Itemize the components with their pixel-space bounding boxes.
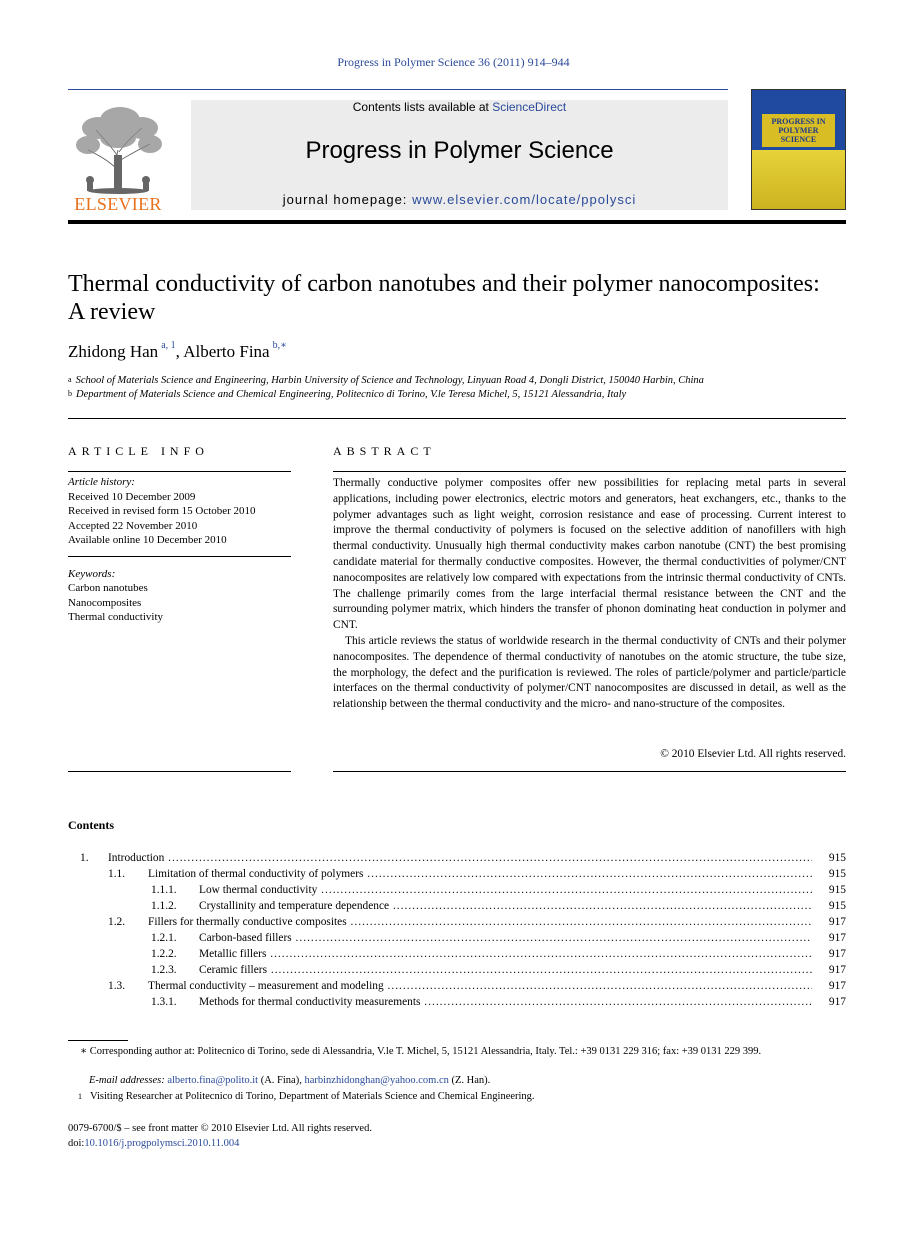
toc-page: 915	[812, 882, 846, 898]
toc-entry[interactable]	[68, 930, 846, 946]
toc-number: 1.3.	[108, 980, 126, 992]
footnote-mark: ∗	[80, 1046, 88, 1057]
toc-title: Thermal conductivity – measurement and modeling .....	[148, 978, 812, 994]
footnote-corresponding-author	[68, 1045, 846, 1060]
toc-number: 1.1.	[108, 868, 126, 880]
toc-number: 1.1.2.	[151, 900, 177, 912]
toc-page: 917	[812, 962, 846, 978]
contents-heading: Contents	[68, 818, 115, 832]
email-link-fina[interactable]: alberto.fina@polito.it	[167, 1075, 259, 1086]
toc-entry[interactable]	[68, 978, 846, 994]
history-revised: Received in revised form 15 October 2010	[68, 505, 256, 517]
email-owner: (Z. Han).	[451, 1075, 491, 1086]
toc-page: 915	[812, 850, 846, 866]
author-name[interactable]: Alberto Fina	[183, 342, 270, 361]
cover-title: PROGRESS IN POLYMER SCIENCE	[762, 114, 835, 147]
contents-availability	[191, 100, 728, 114]
toc-page: 915	[812, 866, 846, 882]
cover-band	[752, 150, 846, 210]
journal-name: Progress in Polymer Science	[305, 137, 614, 164]
toc-number: 1.2.3.	[151, 964, 177, 976]
toc-page: 917	[812, 914, 846, 930]
toc-number: 1.2.	[108, 916, 126, 928]
doi-link[interactable]: 10.1016/j.progpolymsci.2010.11.004	[84, 1137, 240, 1149]
toc-title: Ceramic fillers .....	[199, 962, 812, 978]
affiliation-mark: b	[68, 389, 72, 398]
email-link-han[interactable]: harbinzhidonghan@yahoo.com.cn	[304, 1075, 449, 1086]
toc-title: Fillers for thermally conductive composites .....	[148, 914, 812, 930]
email-label: E-mail addresses:	[89, 1075, 165, 1086]
abstract-paragraph: This article reviews the status of worldwide research in the thermal conductivity of CNTs and their polymer nanocomposites. The dependence of thermal conductivity of nanotubes on the atomic structure, the tube size, the morphology, the defect and the purification is reviewed. The roles of particle/polymer and particle/particle interfaces on the thermal conductivity of polymer/CNT nanocomposites are discussed in detail, as well as the relationship between the thermal conductivity and the micro- and nano-structure of the composites.	[333, 634, 846, 711]
abstract-divider	[333, 771, 846, 772]
publisher-name: ELSEVIER	[74, 194, 162, 214]
contents-prefix: Contents lists available at	[352, 100, 489, 114]
article-info-divider	[68, 771, 291, 772]
toc-number: 1.2.1.	[151, 932, 177, 944]
article-info-divider	[68, 556, 291, 557]
footnote-mark: 1	[78, 1092, 82, 1101]
toc-title: Limitation of thermal conductivity of polymers .....	[148, 866, 812, 882]
affiliation-a	[68, 375, 704, 386]
history-label: Article history:	[68, 476, 135, 488]
keyword: Carbon nanotubes	[68, 582, 148, 595]
toc-title: Introduction .....	[108, 850, 812, 866]
toc-entry[interactable]	[68, 898, 846, 914]
abstract-heading: ABSTRACT	[333, 444, 436, 458]
affiliation-text: School of Materials Science and Engineering, Harbin University of Science and Technology, Linyuan Road 4, Dongli District, 150040 Harbin, China	[75, 375, 704, 386]
toc-number: 1.3.1.	[151, 996, 177, 1008]
article-title: Thermal conductivity of carbon nanotubes and their polymer nanocomposites: A review	[68, 271, 820, 325]
footnote-emails	[68, 1074, 846, 1089]
doi-line	[68, 1137, 372, 1152]
homepage-link[interactable]: www.elsevier.com/locate/ppolysci	[412, 192, 637, 207]
affiliation-mark: a	[68, 375, 72, 384]
toc-title: Metallic fillers .....	[199, 946, 812, 962]
abstract-divider	[333, 471, 846, 472]
author-name[interactable]: Zhidong Han	[68, 342, 159, 361]
toc-page: 917	[812, 930, 846, 946]
page-footer	[68, 1122, 372, 1151]
article-info-divider	[68, 471, 291, 472]
affiliation-text: Department of Materials Science and Chemical Engineering, Politecnico di Torino, V.le Teresa Michel, 5, 15121 Alessandria, Italy	[76, 389, 627, 400]
toc-entry[interactable]	[68, 850, 846, 866]
abstract-paragraph: Thermally conductive polymer composites offer new possibilities for replacing metal parts in several applications, including power electronics, electric motors and generators, heat exchangers, etc., thanks to the polymer advantages such as light weight, corrosion resistance and ease of processing. Current interest to improve the thermal conductivity of polymers is focused on the selective addition of nanofillers with high thermal conductivity. Unusually high thermal conductivity makes carbon nanotube (CNT) the best promising candidate material for thermally conductive composites. However, the thermal conductivities of polymer/CNT nanocomposites are relatively low compared with expectations from the intrinsic thermal conductivity of CNTs. The challenge primarily comes from the large interfacial thermal resistance between the CNT and the surrounding polymer matrix, which hinders the transfer of phonon dominating heat conduction in polymer and CNT.	[333, 477, 846, 632]
toc-page: 915	[812, 898, 846, 914]
affiliation-divider	[68, 418, 846, 419]
article-info-heading: ARTICLE INFO	[68, 444, 209, 458]
journal-citation[interactable]: Progress in Polymer Science 36 (2011) 914–944	[337, 55, 570, 69]
history-received: Received 10 December 2009	[68, 490, 196, 503]
header-thick-rule	[68, 220, 846, 224]
toc-number: 1.	[80, 852, 89, 864]
toc-number: 1.1.1.	[151, 884, 177, 896]
sciencedirect-link[interactable]: ScienceDirect	[492, 100, 567, 114]
affiliation-b	[68, 389, 626, 400]
footnote-divider	[68, 1040, 128, 1041]
toc-page: 917	[812, 978, 846, 994]
keywords-label: Keywords:	[68, 568, 116, 580]
journal-cover-image[interactable]	[751, 89, 846, 210]
footnote-text: Visiting Researcher at Politecnico di Torino, Department of Materials Science and Chemical Engineering.	[90, 1091, 535, 1102]
history-accepted: Accepted 22 November 2010	[68, 519, 198, 532]
journal-homepage	[191, 192, 728, 207]
keyword: Nanocomposites	[68, 596, 142, 609]
keywords	[68, 567, 291, 624]
abstract-body	[333, 476, 846, 713]
author-separator: ,	[175, 342, 184, 361]
footnote-text: Corresponding author at: Politecnico di Torino, sede di Alessandria, V.le T. Michel, 5, 15121 Alessandria, Italy. Tel.: +39 0131 229 316; fax: +39 0131 229 399.	[89, 1046, 762, 1057]
issn-line: 0079-6700/$ – see front matter © 2010 Elsevier Ltd. All rights reserved.	[68, 1123, 372, 1134]
toc-entry[interactable]	[68, 914, 846, 930]
footnote-visiting	[68, 1090, 846, 1105]
doi-label: doi:	[68, 1137, 85, 1149]
toc-entry[interactable]	[68, 882, 846, 898]
header-divider	[68, 89, 728, 90]
toc-title: Carbon-based fillers .....	[199, 930, 812, 946]
homepage-label: journal homepage:	[282, 192, 408, 207]
author-affiliation-marks[interactable]: b,∗	[272, 340, 287, 351]
toc-entry[interactable]	[68, 994, 846, 1010]
article-history	[68, 475, 291, 548]
toc-title: Methods for thermal conductivity measurements .....	[199, 994, 812, 1010]
toc-number: 1.2.2.	[151, 948, 177, 960]
abstract-copyright: © 2010 Elsevier Ltd. All rights reserved.	[660, 748, 846, 760]
toc-title: Low thermal conductivity .....	[199, 882, 812, 898]
toc-page: 917	[812, 994, 846, 1010]
toc-entry[interactable]	[68, 866, 846, 882]
author-list	[68, 342, 287, 362]
toc-title: Crystallinity and temperature dependence .....	[199, 898, 812, 914]
toc-entry[interactable]	[68, 946, 846, 962]
toc-page: 917	[812, 946, 846, 962]
author-affiliation-marks[interactable]: a, 1	[161, 340, 176, 351]
history-online: Available online 10 December 2010	[68, 534, 227, 546]
email-owner: (A. Fina),	[260, 1075, 302, 1086]
keyword: Thermal conductivity	[68, 610, 163, 623]
toc-entry[interactable]	[68, 962, 846, 978]
